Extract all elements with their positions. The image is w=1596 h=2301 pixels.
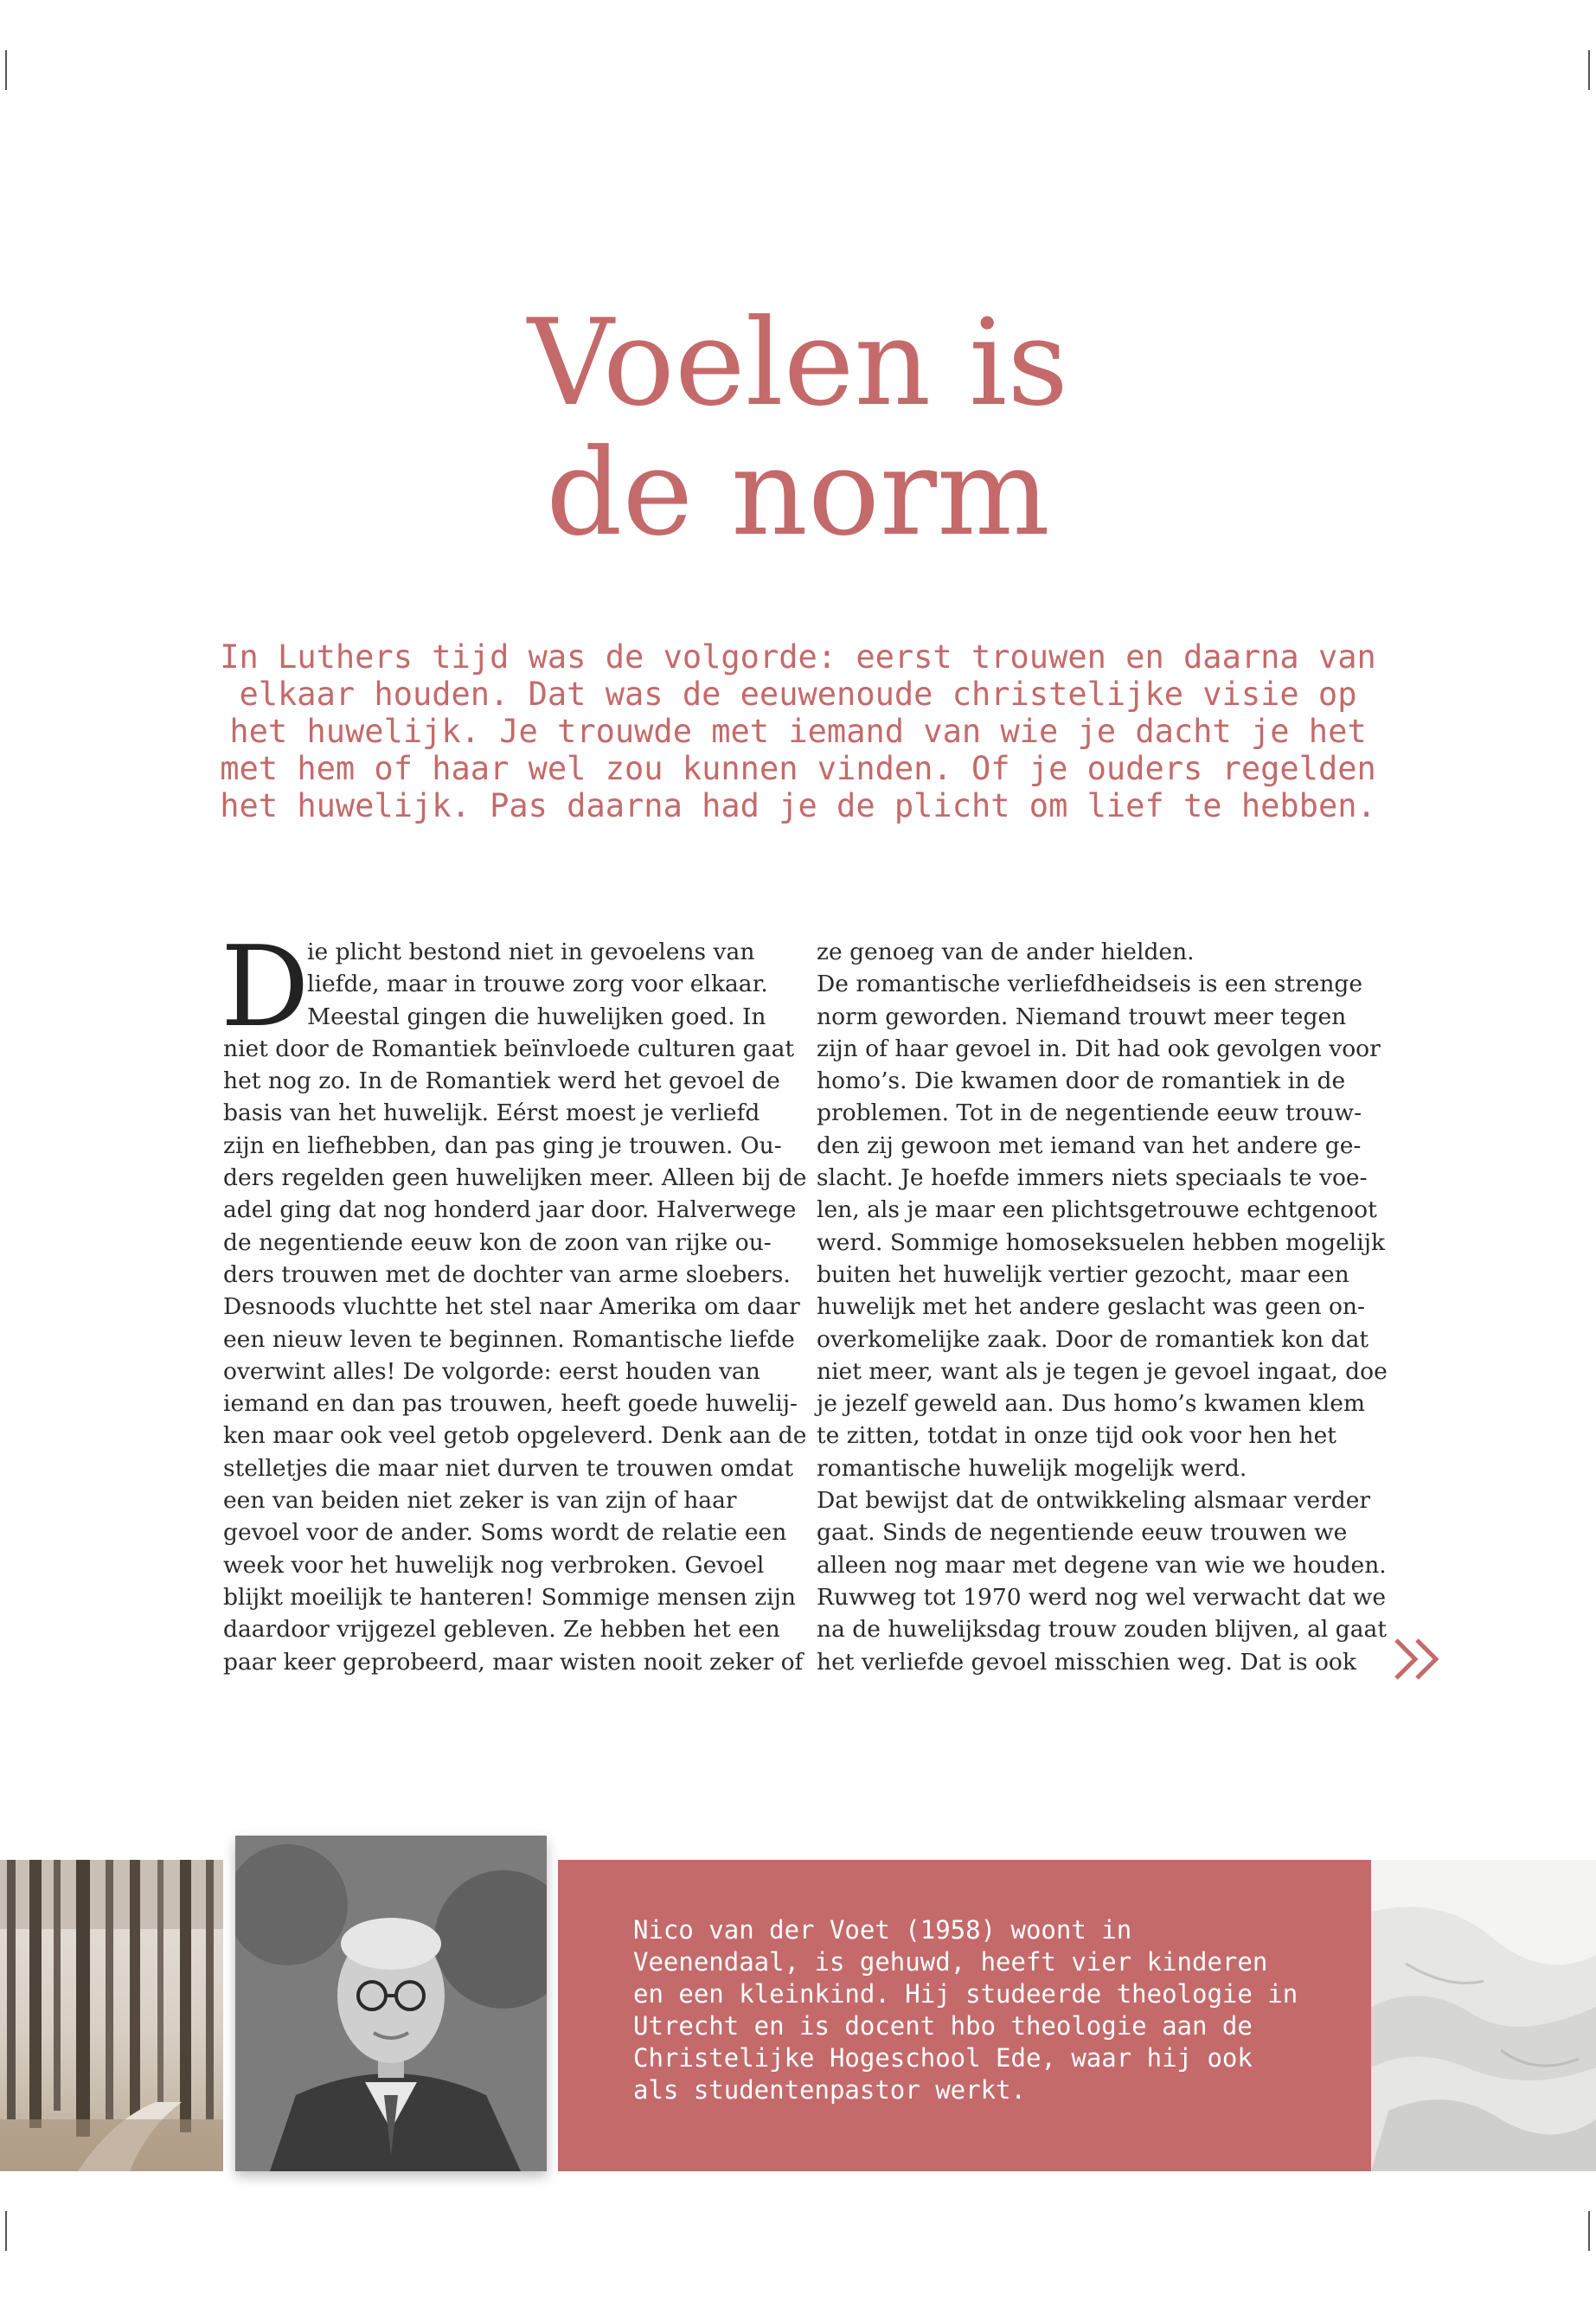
body-line: zijn en liefhebben, dan pas ging je trouwen. Ou- bbox=[223, 1131, 782, 1159]
bedsheets-photo bbox=[1371, 1860, 1596, 2171]
body-line: gaat. Sinds de negentiende eeuw trouwen we bbox=[817, 1519, 1348, 1547]
intro-line: elkaar houden. Dat was de eeuwenoude christelijke visie op bbox=[239, 676, 1357, 713]
intro-paragraph bbox=[212, 638, 1384, 824]
body-line: liefde, maar in trouwe zorg voor elkaar. bbox=[307, 971, 768, 998]
body-line: het nog zo. In de Romantiek werd het gevoel de bbox=[223, 1067, 780, 1095]
body-line: te zitten, totdat in onze tijd ook voor hen het bbox=[817, 1422, 1336, 1450]
body-line: niet door de Romantiek beïnvloede culturen gaat bbox=[223, 1035, 795, 1062]
bio-line: Christelijke Hogeschool Ede, waar hij ook bbox=[633, 2043, 1253, 2073]
body-line: stelletjes die maar niet durven te trouwen omdat bbox=[223, 1454, 794, 1482]
body-line: problemen. Tot in de negentiende eeuw trouw- bbox=[817, 1099, 1362, 1127]
title-line-2: de norm bbox=[546, 423, 1050, 562]
body-line: overkomelijke zaak. Door de romantiek kon dat bbox=[817, 1325, 1369, 1353]
body-line: norm geworden. Niemand trouwt meer tegen bbox=[817, 1003, 1347, 1030]
bio-line: Nico van der Voet (1958) woont in bbox=[633, 1915, 1132, 1945]
body-line: len, als je maar een plichtsgetrouwe echtgenoot bbox=[817, 1196, 1377, 1224]
body-line: basis van het huwelijk. Eérst moest je verliefd bbox=[223, 1099, 760, 1127]
body-line: den zij gewoon met iemand van het andere ge- bbox=[817, 1131, 1362, 1159]
bio-line: en een kleinkind. Hij studeerde theologie in bbox=[633, 1979, 1298, 2009]
author-portrait bbox=[235, 1836, 547, 2171]
body-line: ken maar ook veel getob opgeleverd. Denk aan de bbox=[223, 1422, 807, 1450]
body-line: buiten het huwelijk vertier gezocht, maar een bbox=[817, 1260, 1349, 1288]
forest-photo bbox=[0, 1860, 223, 2171]
body-line: De romantische verliefdheidseis is een strenge bbox=[817, 971, 1363, 998]
bio-line: Veenendaal, is gehuwd, heeft vier kinderen bbox=[633, 1947, 1268, 1977]
crop-mark-bottom-left bbox=[5, 2211, 7, 2251]
body-line: Desnoods vluchtte het stel naar Amerika om daar bbox=[223, 1293, 800, 1321]
intro-line: met hem of haar wel zou kunnen vinden. Of je ouders regelden bbox=[220, 750, 1376, 787]
intro-line: het huwelijk. Je trouwde met iemand van wie je dacht je het bbox=[229, 713, 1367, 750]
body-line: ders regelden geen huwelijken meer. Alleen bij de bbox=[223, 1164, 807, 1192]
body-line: zijn of haar gevoel in. Dit had ook gevolgen voor bbox=[817, 1035, 1381, 1062]
double-chevron-right-icon bbox=[1391, 1635, 1445, 1683]
drop-cap: D bbox=[221, 923, 310, 1052]
intro-line: het huwelijk. Pas daarna had je de plicht om lief te hebben. bbox=[220, 787, 1376, 824]
body-line: het verliefde gevoel misschien weg. Dat is ook bbox=[817, 1648, 1356, 1676]
body-line: week voor het huwelijk nog verbroken. Gevoel bbox=[223, 1551, 765, 1579]
bio-line: als studentenpastor werkt. bbox=[633, 2075, 1026, 2105]
bio-line: Utrecht en is docent hbo theologie aan de bbox=[633, 2011, 1253, 2041]
body-line: blijkt moeilijk te hanteren! Sommige mensen zijn bbox=[223, 1583, 796, 1611]
intro-line: In Luthers tijd was de volgorde: eerst trouwen en daarna van bbox=[220, 638, 1376, 676]
body-line: daardoor vrijgezel gebleven. Ze hebben het een bbox=[223, 1616, 780, 1644]
body-line: huwelijk met het andere geslacht was geen on- bbox=[817, 1293, 1365, 1321]
body-line: slacht. Je hoefde immers niets speciaals te voe- bbox=[817, 1164, 1368, 1192]
body-line: je jezelf geweld aan. Dus homo’s kwamen klem bbox=[817, 1390, 1366, 1418]
crop-mark-top-right bbox=[1588, 50, 1590, 90]
author-bio-text bbox=[633, 1914, 1343, 2106]
body-line: Meestal gingen die huwelijken goed. In bbox=[307, 1003, 766, 1030]
body-line: Dat bewijst dat de ontwikkeling alsmaar verder bbox=[817, 1487, 1371, 1515]
body-line: werd. Sommige homoseksuelen hebben mogelijk bbox=[817, 1228, 1386, 1256]
body-column-right bbox=[817, 936, 1388, 1678]
body-line: niet meer, want als je tegen je gevoel ingaat, doe bbox=[817, 1357, 1388, 1385]
body-line: een van beiden niet zeker is van zijn of haar bbox=[223, 1487, 737, 1515]
body-line: een nieuw leven te beginnen. Romantische liefde bbox=[223, 1325, 795, 1353]
body-line: alleen nog maar met degene van wie we houden. bbox=[817, 1551, 1387, 1579]
body-line: paar keer geprobeerd, maar wisten nooit zeker of bbox=[223, 1648, 804, 1676]
body-line: romantische huwelijk mogelijk werd. bbox=[817, 1454, 1247, 1482]
body-line: ze genoeg van de ander hielden. bbox=[817, 939, 1195, 965]
crop-mark-bottom-right bbox=[1588, 2211, 1590, 2251]
body-line: na de huwelijksdag trouw zouden blijven, al gaat bbox=[817, 1616, 1388, 1644]
crop-mark-top-left bbox=[5, 50, 7, 90]
body-line: adel ging dat nog honderd jaar door. Halverwege bbox=[223, 1196, 797, 1224]
title-line-1: Voelen is bbox=[527, 293, 1069, 433]
article-title bbox=[0, 293, 1596, 562]
body-line: ie plicht bestond niet in gevoelens van bbox=[307, 939, 755, 965]
body-line: iemand en dan pas trouwen, heeft goede huwelij- bbox=[223, 1390, 798, 1418]
body-line: Ruwweg tot 1970 werd nog wel verwacht dat we bbox=[817, 1583, 1387, 1611]
body-column-left bbox=[223, 936, 807, 1678]
body-line: de negentiende eeuw kon de zoon van rijke ou- bbox=[223, 1228, 772, 1256]
body-line: overwint alles! De volgorde: eerst houden van bbox=[223, 1357, 760, 1385]
body-line: gevoel voor de ander. Soms wordt de relatie een bbox=[223, 1519, 787, 1547]
body-line: homo’s. Die kwamen door de romantiek in de bbox=[817, 1067, 1346, 1095]
body-line: ders trouwen met de dochter van arme sloebers. bbox=[223, 1260, 791, 1288]
